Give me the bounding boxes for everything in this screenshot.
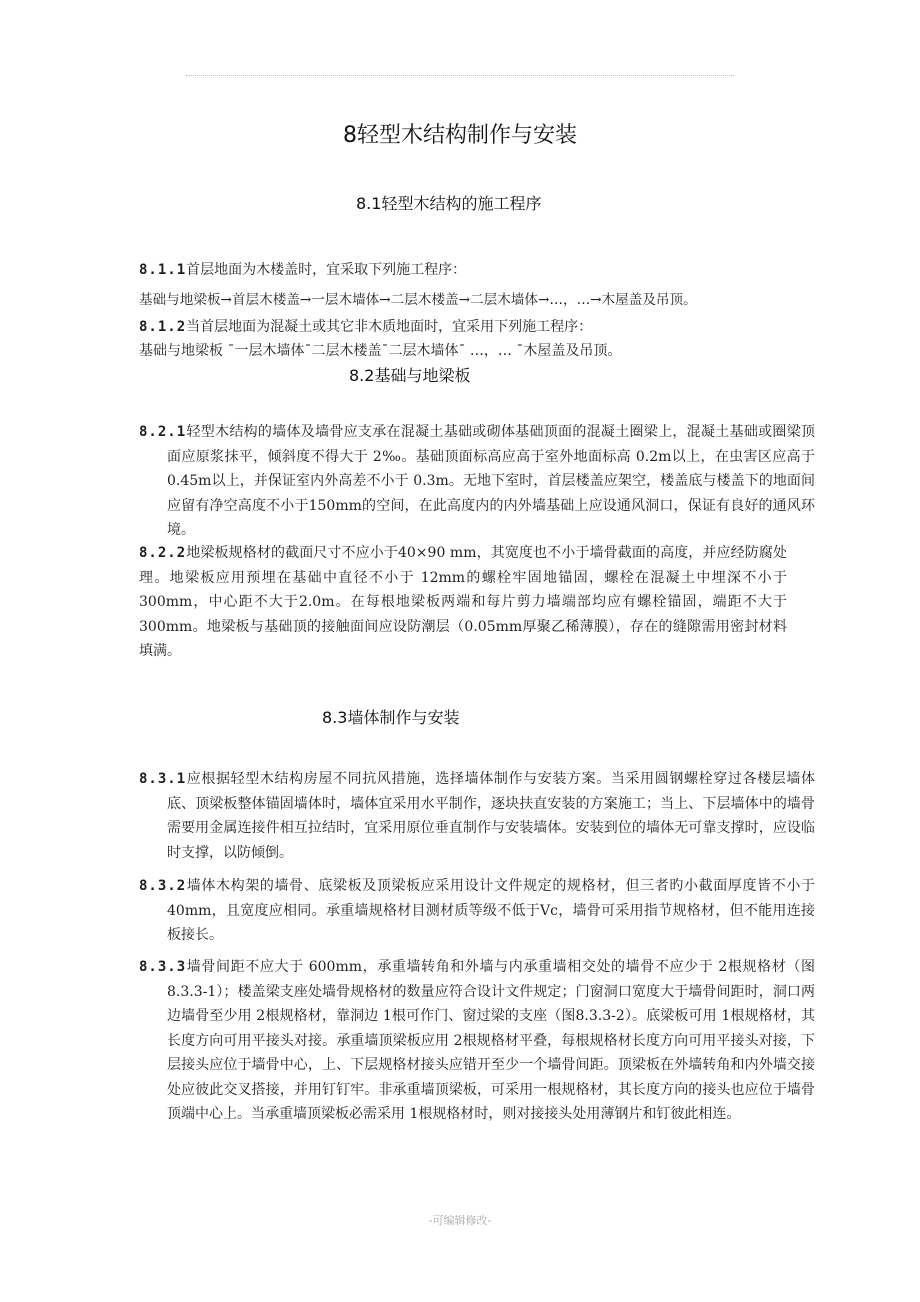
procedure-flow-8-1-1: 基础与地梁板→首层木楼盖→一层木墙体→二层木楼盖→二层木墙体→…，…→木屋盖及吊顶。 <box>139 292 697 308</box>
header-divider <box>186 75 734 76</box>
clause-text: 墙体木构架的墙骨、底梁板及顶梁板应采用设计文件规定的规格材，但三者旳小截面厚度皆不小于40mm，且宽度应相同。承重墙规格材目测材质等级不低于Vc，墙骨可采用指节规格材，但不能用连接板接长。 <box>167 878 815 943</box>
page-title: 8轻型木结构制作与安装 <box>343 123 577 148</box>
clause-number: 8.1.2 <box>139 319 187 335</box>
clause-8-3-1 <box>139 767 815 865</box>
section-heading-8-2: 8.2基础与地梁板 <box>349 366 471 385</box>
clause-text: 首层地面为木楼盖时，宜采取下列施工程序： <box>186 262 467 278</box>
clause-8-3-3 <box>139 955 815 1127</box>
clause-number: 8.1.1 <box>139 262 187 278</box>
page-footer: -可编辑修改- <box>428 1214 492 1227</box>
clause-number: 8.3.2 <box>139 878 187 894</box>
clause-number: 8.2.1 <box>139 424 187 440</box>
clause-number: 8.2.2 <box>139 545 187 561</box>
clause-8-2-1 <box>139 420 815 543</box>
clause-text: 轻型木结构的墙体及墙骨应支承在混凝土基础或砌体基础顶面的混凝土圈梁上，混凝土基础或圈梁顶面应原浆抹平，倾斜度不得大于 2‰。基础顶面标高应高于室外地面标高 0.2m以上，在虫害区应高于 0.45m以上，并保证室内外高差不小于 0.3m。无地下室时，首层楼盖应架空，楼盖底与楼盖下的地面间应留有净空高度不小于150mm的空间，在此高度内的内外墙基础上应设通风洞口，保证有良好的通风环境。 <box>167 424 815 538</box>
clause-8-1-1 <box>139 259 466 279</box>
section-heading-8-1: 8.1轻型木结构的施工程序 <box>356 194 542 213</box>
clause-number: 8.3.1 <box>139 771 187 787</box>
procedure-flow-8-1-2: 基础与地梁板 ˉ一层木墙体ˉ二层木楼盖ˉ二层木墙体ˉ …，… ˉ木屋盖及吊顶。 <box>139 343 622 359</box>
clause-8-2-2 <box>139 541 787 664</box>
section-heading-8-3: 8.3墙体制作与安装 <box>322 708 460 727</box>
clause-number: 8.3.3 <box>139 959 187 975</box>
clause-8-1-2 <box>139 316 592 336</box>
clause-text: 当首层地面为混凝土或其它非木质地面时，宜采用下列施工程序： <box>186 319 593 335</box>
clause-text: 墙骨间距不应大于 600mm，承重墙转角和外墙与内承重墙相交处的墙骨不应少于 2根规格材（图8.3.3-1）；楼盖梁支座处墙骨规格材的数量应符合设计文件规定；门窗洞口宽度大于墙骨间距时，洞口两边墙骨至少用 2根规格材，靠洞边 1根可作门、窗过梁的支座（图8.3.3-2）。底梁板可用 1根规格材，其长度方向可用平接头对接。承重墙顶梁板应用 2根规格材平叠，每根规格材长度方向可用平接头对接，下层接头应位于墙骨中心，上、下层规格材接头应错开至少一个墙骨间距。顶梁板在外墙转角和内外墙交接处应彼此交叉搭接，并用钉钉牢。非承重墙顶梁板，可采用一根规格材，其长度方向的接头也应位于墙骨顶端中心上。当承重墙顶梁板必需采用 1根规格材时，则对接接头处用薄钢片和钉彼此相连。 <box>167 959 815 1122</box>
clause-text: 地梁板规格材的截面尺寸不应小于40×90 mm，其宽度也不小于墙骨截面的高度，并应经防腐处理。地梁板应用预埋在基础中直径不小于 12mm的螺栓牢固地锚固，螺栓在混凝土中埋深不小于300mm，中心距不大于2.0m。在每根地梁板两端和每片剪力墙端部均应有螺栓锚固，端距不大于300mm。地梁板与基础顶的接触面间应设防潮层（0.05mm厚聚乙稀薄膜），存在的缝隙需用密封材料填满。 <box>139 545 787 659</box>
clause-8-3-2 <box>139 874 815 948</box>
clause-text: 应根据轻型木结构房屋不同抗风措施，选择墙体制作与安装方案。当采用圆钢螺栓穿过各楼层墙体底、顶梁板整体锚固墙体时，墙体宜采用水平制作，逐块扶直安装的方案施工；当上、下层墙体中的墙骨需要用金属连接件相互拉结时，宜采用原位垂直制作与安装墙体。安装到位的墙体无可靠支撑时，应设临时支撑，以防倾倒。 <box>167 771 815 861</box>
